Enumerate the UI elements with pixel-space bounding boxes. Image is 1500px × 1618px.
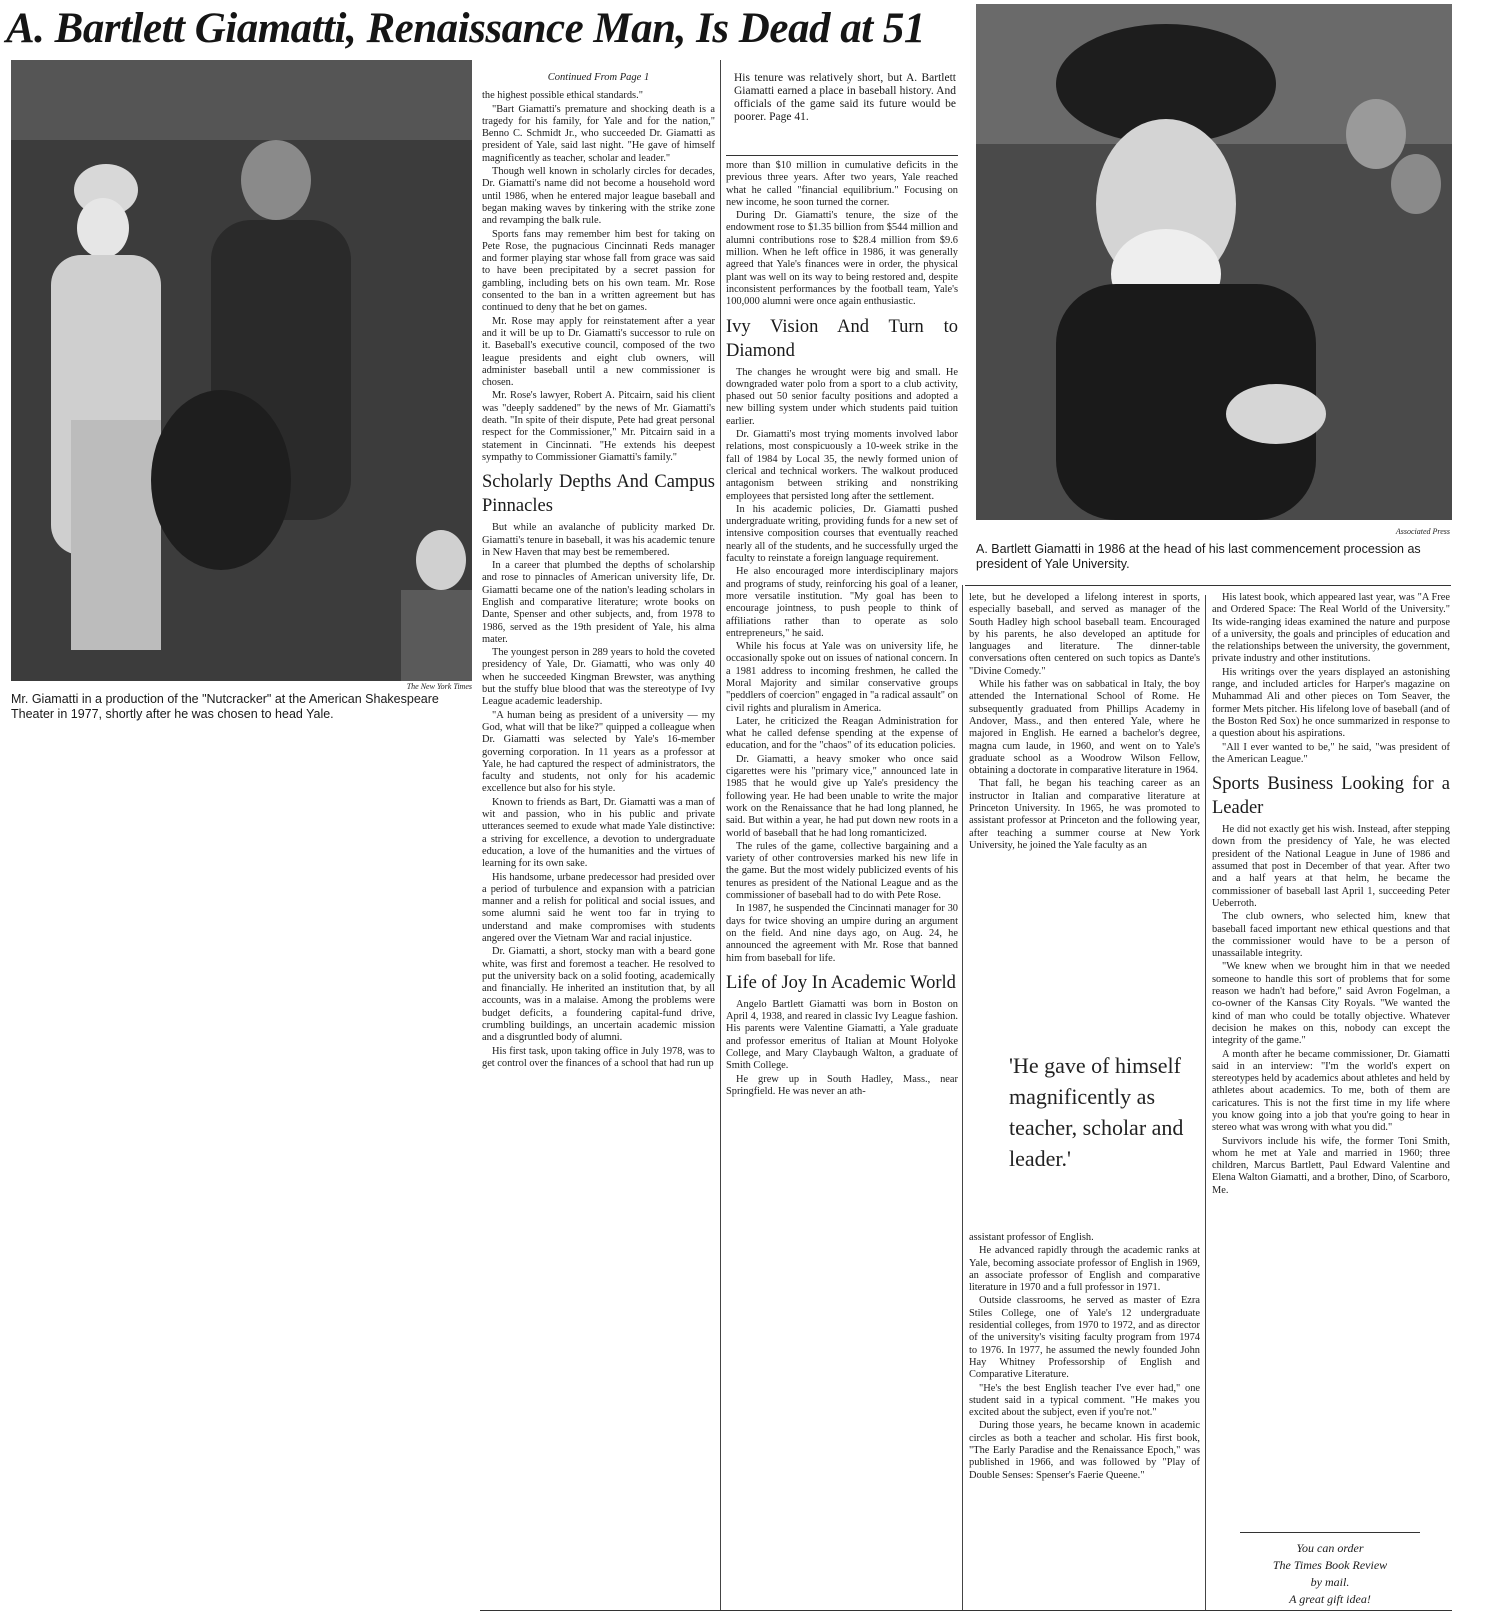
paragraph: Survivors include his wife, the former Toni Smith, whom he met at Yale and married in 1960; three children, Marcus Bartlett, Paul Edward Valentine and Elena Walton Giamatti, and a brother, Dino, of Scarboro, Me. — [1212, 1135, 1450, 1196]
paragraph: His writings over the years displayed an astonishing range, and included articles for Harper's magazine on Muhammad Ali and other pieces on Tom Seaver, the former Mets pitcher. His lifelong love of baseball (and of the Boston Red Sox) he once summarized in response to a question about his aspirations. — [1212, 666, 1450, 740]
paragraph: Sports fans may remember him best for taking on Pete Rose, the pugnacious Cincinnati Reds manager and former playing star whose fall from grace was said to have been precipitated by a secret passion for gambling, including bets on his own team. Mr. Rose consented to the ban in a written agreement but has continued to deny that he bet on games. — [482, 228, 715, 314]
paragraph: Later, he criticized the Reagan Administration for what he called defense spending at the expense of education, and for the "chaos" of its education policies. — [726, 715, 958, 752]
paragraph: Dr. Giamatti, a heavy smoker who once said cigarettes were his "primary vice," announced late in 1985 that he would give up Yale's presidency the following year. He had been unable to write the major work on the Renaissance that he had long planned, he said. But within a year, he had put down new roots in a world of baseball that he had long romanticized. — [726, 753, 958, 839]
photo-caption-right: A. Bartlett Giamatti in 1986 at the head of his last commencement procession as president of Yale University. — [976, 542, 1421, 571]
paragraph: assistant professor of English. — [969, 1232, 1094, 1243]
paragraph: Mr. Rose's lawyer, Robert A. Pitcairn, said his client was "deeply saddened" by the news of Mr. Giamatti's death. "In spite of their dispute, Pete had great personal respect for the Commissioner," Mr. Pitcairn said in a statement in Cincinnati. "He extends his deepest sympathy to Commissioner Giamatti's family." — [482, 390, 715, 463]
column-rule — [720, 60, 721, 1610]
article-column-4 — [1212, 592, 1450, 1532]
paragraph: But while an avalanche of publicity marked Dr. Giamatti's tenure in baseball, it was his academic tenure in New Haven that may best be remembered. — [482, 522, 715, 558]
subheading: Scholarly Depths And Campus Pinnacles — [482, 472, 715, 517]
promo-line: by mail. — [1310, 1575, 1350, 1589]
paragraph: In a career that plumbed the depths of scholarship and rose to pinnacles of American university life, Dr. Giamatti became one of the nation's leading scholars in English and comparative literature; wrote books on Dante, Spenser and other subjects, and, from 1978 to 1986, served as the 19th president of Yale, his alma mater. — [482, 560, 715, 645]
article-column-3-top — [969, 592, 1200, 1022]
article-column-3-bottom — [969, 1232, 1200, 1604]
paragraph: During those years, he became known in academic circles as both a teacher and scholar. His first book, "The Early Paradise and the Renaissance Epoch," was published in 1966, and was followed by "Play of Double Senses: Spenser's Faerie Queene." — [969, 1420, 1200, 1481]
subheading: Ivy Vision And Turn to Diamond — [726, 316, 958, 361]
pull-quote: 'He gave of himself magnificently as teacher, scholar and leader.' — [1009, 1053, 1184, 1171]
paragraph: His first task, upon taking office in July 1978, was to get control over the finances of a school that had run up — [482, 1045, 715, 1069]
nutcracker-photo — [11, 60, 472, 681]
headline: A. Bartlett Giamatti, Renaissance Man, Is Dead at 51 — [6, 5, 925, 52]
promo-line: The Times Book Review — [1272, 1558, 1388, 1572]
promo-line: You can order — [1296, 1541, 1364, 1555]
paragraph: Mr. Rose may apply for reinstatement after a year and it will be up to Dr. Giamatti's successor to rule on it. Baseball's executive council, composed of the two league presidents and eight club owners, will administer baseball until a new commissioner is chosen. — [482, 315, 715, 389]
paragraph: He also encouraged more interdisciplinary majors and programs of study, reinforcing his goal of a leaner, more versatile institution. "My goal has been to encourage jointness, to push people to think of affiliations rather than to operate as solo entrepreneurs," he said. — [726, 566, 958, 639]
article-summary-box: His tenure was relatively short, but A. Bartlett Giamatti earned a place in baseball history. And officials of the game said its future would be poorer. Page 41. — [734, 72, 956, 123]
paragraph: The rules of the game, collective bargaining and a variety of other controversies marked his new life in the game. But the most widely publicized events of his tenures as president of the National League and as the commissioner of baseball had to do with Pete Rose. — [726, 840, 958, 902]
paragraph: Dr. Giamatti's most trying moments involved labor relations, most conspicuously a 10-week strike in the fall of 1984 by Local 35, the newly formed union of clerical and technical workers. The walkout produced antagonism between striking and nonstriking employees that persisted long after the settlement. — [726, 429, 958, 502]
paragraph: His handsome, urbane predecessor had presided over a period of turbulence and expansion with a patrician manner and a relish for political and social issues, and some alumni said he went too far in trying to understand and make compromises with students angered over the Vietnam War and racial injustice. — [482, 871, 715, 944]
paragraph: He grew up in South Hadley, Mass., near Springfield. He was never an ath- — [726, 1073, 958, 1097]
paragraph: During Dr. Giamatti's tenure, the size of the endowment rose to $1.35 billion from $544 million and alumni contributions rose to $28.4 million from $9.6 million. When he left office in 1986, it was generally agreed that Yale's finances were in order, the physical plant was well on its way to being restored and, despite inconsistent performances by the football team, Yale's 100,000 alumni were once again enthusiastic. — [726, 210, 958, 308]
paragraph: the highest possible ethical standards." — [482, 90, 643, 102]
paragraph: In 1987, he suspended the Cincinnati manager for 30 days for twice shoving an umpire during an argument on the field. And nine days ago, on Aug. 24, he announced the agreement with Mr. Rose that banned him from baseball for life. — [726, 903, 958, 964]
paragraph: That fall, he began his teaching career as an instructor in Italian and comparative literature at Princeton University. In 1965, he was promoted to assistant professor at Princeton and the following year, after teaching a summer course at New York University, he joined the Yale faculty as an — [969, 778, 1200, 851]
paragraph: Angelo Bartlett Giamatti was born in Boston on April 4, 1938, and reared in classic Ivy League fashion. His parents were Valentine Giamatti, a Yale graduate and professor emeritus of Italian at Mount Holyoke College, and Mary Claybaugh Walton, a graduate of Smith College. — [726, 998, 958, 1072]
subheading: Sports Business Looking for a Leader — [1212, 774, 1450, 819]
book-review-promo — [1220, 1540, 1440, 1608]
paragraph: While his father was on sabbatical in Italy, the boy attended the International School of Rome. He subsequently graduated from Phillips Academy in Andover, Mass., and then entered Yale, where he majored in English. He earned a bachelor's degree, magna cum laude, in 1960, and went on to Yale's graduate school as a Woodrow Wilson Fellow, obtaining a doctorate in comparative literature in 1964. — [969, 679, 1200, 777]
paragraph: The club owners, who selected him, knew that baseball faced important new ethical questions and that the commissioner would have to be a person of unassailable integrity. — [1212, 911, 1450, 960]
article-column-2 — [726, 160, 958, 1604]
paragraph: He advanced rapidly through the academic ranks at Yale, becoming associate professor of English in 1969, an associate professor of English and comparative literature in 1970 and a full professor in 1971. — [969, 1245, 1200, 1294]
photo-caption-left: Mr. Giamatti in a production of the "Nutcracker" at the American Shakespeare Theater in 1977, shortly after he was chosen to head Yale. — [11, 692, 439, 721]
paragraph: While his focus at Yale was on university life, he occasionally spoke out on issues of national concern. In a 1981 address to incoming freshmen, he called the Moral Majority and similar conservative groups "peddlers of coercion" engaged in "a radical assault" on civil rights and pluralism in America. — [726, 641, 958, 714]
article-column-1 — [482, 72, 715, 1604]
promo-line: A great gift idea! — [1289, 1592, 1371, 1606]
photo-credit-right: Associated Press — [1395, 527, 1450, 536]
paragraph: "We knew when we brought him in that we needed someone to handle this sort of problems that for some reason we hadn't had before," said Avron Fogelman, a co-owner of the Kansas City Royals. "We wanted the kind of man who could be totally objective. Whatever decision he makes on this, nobody can except the integrity of the game." — [1212, 961, 1450, 1047]
paragraph: Known to friends as Bart, Dr. Giamatti was a man of wit and passion, who in his public and private utterances seemed to exude what made Yale distinctive: a striving for excellence, a devotion to undergraduate education, a love of the humanities and the virtues of learning for its own sake. — [482, 796, 715, 870]
paragraph: Though well known in scholarly circles for decades, Dr. Giamatti's name did not become a household word until 1986, when he entered major league baseball and began making waves by tinkering with the strike zone and revamping the balk rule. — [482, 166, 715, 227]
section-rule — [965, 585, 1451, 586]
paragraph: Dr. Giamatti, a short, stocky man with a beard gone white, was first and foremost a teacher. He resolved to put the university back on a solid footing, academically and financially. He inherited an institution that, by all accounts, was in a malaise. Among the problems were budget deficits, a foundering capital-fund drive, crumbling buildings, an uncertain academic mission and a disgruntled body of alumni. — [482, 946, 715, 1044]
paragraph: lete, but he developed a lifelong interest in sports, especially baseball, and served as manager of the South Hadley high school baseball team. Encouraged by his parents, he also developed an aptitude for languages and literature. The dinner-table conversations often centered on such topics as Dante's "Divine Comedy." — [969, 592, 1200, 677]
column-rule — [962, 585, 963, 1610]
photo-credit-left: The New York Times — [406, 682, 472, 691]
subheading: Life of Joy In Academic World — [726, 972, 956, 993]
bottom-rule — [480, 1610, 1452, 1611]
summary-rule — [726, 155, 958, 156]
paragraph: His latest book, which appeared last year, was "A Free and Ordered Space: The Real World of the University." Its wide-ranging ideas examined the nature and purpose of a university, the goals and principles of education and the relationships between the university, the government, private industry and other institutions. — [1212, 592, 1450, 665]
continued-label: Continued From Page 1 — [547, 72, 650, 83]
paragraph: A month after he became commissioner, Dr. Giamatti said in an interview: "I'm the world's expert on stereotypes held by academics about athletes and held by athletes about academics. To me, both of them are caricatures. This is not the first time in my life where you know going into a job that you're going to hear in stereo what was wrong with what you did." — [1212, 1048, 1450, 1134]
column-rule — [1205, 595, 1206, 1610]
promo-rule — [1240, 1532, 1420, 1533]
paragraph: "A human being as president of a university — my God, what will that be like?" quipped a colleague when Dr. Giamatti was selected by Yale's 16-member governing corporation. In 11 years as a professor at Yale, he had captured the respect of administrators, the faculty and students, not only for his academic excellence but also for his style. — [482, 709, 715, 795]
paragraph: more than $10 million in cumulative deficits in the previous three years. After two years, Yale reached what he called "financial equilibrium." Focusing on new income, he soon turned the corner. — [726, 160, 958, 208]
paragraph: In his academic policies, Dr. Giamatti pushed undergraduate writing, providing funds for a new set of intensive composition courses that eventually reached nearly all of the students, and he successfully urged the faculty to reinstate a foreign language requirement. — [726, 503, 958, 565]
commencement-photo — [976, 4, 1452, 520]
paragraph: "He's the best English teacher I've ever had," one student said in a typical comment. "He makes you excited about the subject, even if you're not." — [969, 1382, 1200, 1419]
paragraph: The changes he wrought were big and small. He downgraded water polo from a sport to a club activity, phased out 50 senior faculty positions and adopted a new billing system under which students paid tuition earlier. — [726, 366, 958, 427]
paragraph: Outside classrooms, he served as master of Ezra Stiles College, one of Yale's 12 undergraduate residential colleges, from 1970 to 1972, and as director of the university's visiting faculty program from 1974 to 1976. In 1977, he assumed the newly founded John Hay Whitney Professorship of English and Comparative Literature. — [969, 1295, 1200, 1381]
paragraph: He did not exactly get his wish. Instead, after stepping down from the presidency of Yale, he was elected president of the National League in June of 1986 and assumed that post in December of that year. After two and a half years at that helm, he became the commissioner of baseball last April 1, succeeding Peter Ueberroth. — [1212, 824, 1450, 909]
paragraph: "Bart Giamatti's premature and shocking death is a tragedy for his family, for Yale and for the nation," Benno C. Schmidt Jr., who succeeded Dr. Giamatti as president of Yale, said last night. "He gave of himself magnificently as teacher, scholar and leader." — [482, 103, 715, 164]
paragraph: "All I ever wanted to be," he said, "was president of the American League." — [1212, 741, 1450, 765]
paragraph: The youngest person in 289 years to hold the coveted presidency of Yale, Dr. Giamatti, who was only 40 when he succeeded Kingman Brewster, was anything but the stuffy blue blood that was the stereotype of Ivy League academic leadership. — [482, 647, 715, 708]
